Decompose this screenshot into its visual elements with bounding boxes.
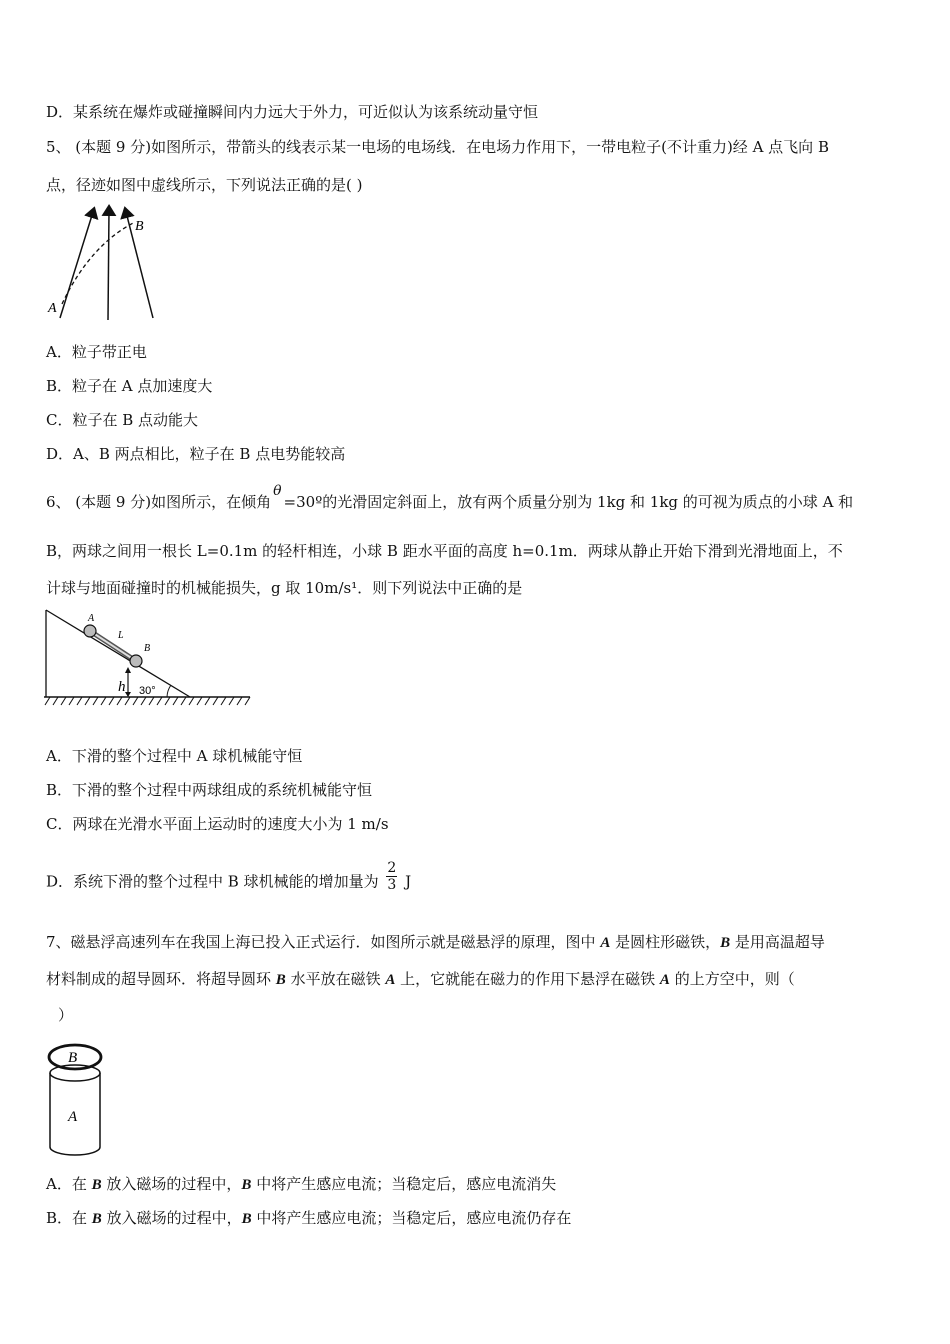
q6-option-a: A．下滑的整个过程中 A 球机械能守恒 (46, 747, 303, 765)
ring-label-b: B (68, 1050, 78, 1066)
ball-b (130, 655, 142, 667)
fraction (386, 860, 397, 893)
q7-line2-text: 的上方空中，则（ (669, 970, 795, 988)
q7-line2-var: B (275, 972, 286, 988)
q7-line2-var: A (659, 972, 670, 988)
q7-option-a-text: 中将产生感应电流；当稳定后，感应电流消失 (251, 1175, 557, 1193)
q6-stem-line1-post: =30º的光滑固定斜面上，放有两个质量分别为 1kg 和 1kg 的可视为质点的小球 A 和 (283, 493, 854, 511)
q7-line2-text: 水平放在磁铁 (285, 970, 386, 988)
q7-option-b-text: 中将产生感应电流；当稳定后，感应电流仍存在 (251, 1209, 572, 1227)
q7-option-b-var: B (241, 1211, 252, 1227)
q5-stem-line1: 5、 (本题 9 分)如图所示，带箭头的线表示某一电场的电场线．在电场力作用下，一带电粒子(不计重力)经 A 点飞向 B (46, 138, 829, 156)
q6-option-b: B．下滑的整个过程中两球组成的系统机械能守恒 (46, 781, 373, 799)
q7-stem-line2 (46, 969, 795, 990)
q5-option-c: C．粒子在 B 点动能大 (46, 411, 199, 429)
field-line-left (60, 212, 93, 318)
label-angle: 30° (139, 685, 156, 697)
q6-stem-line2: B，两球之间用一根长 L=0.1m 的轻杆相连，小球 B 距水平面的高度 h=0.1m．两球从静止开始下滑到光滑地面上，不 (46, 542, 843, 560)
q6-stem-line1 (46, 483, 854, 513)
magnet-top (50, 1065, 100, 1081)
q6-option-d-unit: J (405, 872, 412, 891)
q7-option-a (46, 1174, 556, 1195)
q7-option-a-var: B (91, 1177, 102, 1193)
q6-stem-line3: 计球与地面碰撞时的机械能损失，g 取 10m/s¹．则下列说法中正确的是 (46, 579, 523, 597)
q5-option-a: A．粒子带正电 (46, 343, 147, 361)
label-l: L (118, 630, 124, 641)
fraction-denominator: 3 (387, 877, 397, 893)
magnet-label-a: A (68, 1109, 78, 1125)
q5-stem-line2: 点，径迹如图中虚线所示，下列说法正确的是( ) (46, 176, 363, 194)
q7-option-a-var: B (241, 1177, 252, 1193)
incline-diagram (40, 605, 255, 715)
q7-line1-var: B (720, 935, 731, 951)
q5-option-d: D．A、B 两点相比，粒子在 B 点电势能较高 (46, 445, 346, 463)
q6-option-d-text: D．系统下滑的整个过程中 B 球机械能的增加量为 (46, 872, 379, 891)
label-h: h (118, 679, 126, 695)
q7-line1-text: 7、磁悬浮高速列车在我国上海已投入正式运行．如图所示就是磁悬浮的原理，图中 (46, 933, 601, 951)
label-a: A (88, 613, 95, 624)
q7-line2-text: 材料制成的超导圆环．将超导圆环 (46, 970, 276, 988)
theta-symbol: θ (273, 483, 282, 499)
q7-option-a-text: 放入磁场的过程中， (101, 1175, 242, 1193)
q7-line2-text: 上，它就能在磁力的作用下悬浮在磁铁 (395, 970, 660, 988)
label-b: B (144, 643, 151, 654)
q6-stem-line1-pre: 6、 (本题 9 分)如图所示，在倾角 (46, 493, 272, 511)
particle-trajectory (62, 222, 135, 304)
maglev-diagram (42, 1035, 112, 1160)
ball-a (84, 625, 96, 637)
q7-line1-text: 是圆柱形磁铁， (610, 933, 721, 951)
q7-line1-text: 是用高温超导 (730, 933, 825, 951)
q7-stem-line3: ） (58, 1006, 74, 1024)
fraction-numerator: 2 (387, 860, 397, 876)
electric-field-diagram (40, 200, 170, 325)
q7-stem-line1 (46, 932, 825, 953)
q7-option-b (46, 1208, 571, 1229)
point-a-label: A (48, 301, 57, 316)
q7-option-b-text: B．在 (46, 1209, 92, 1227)
point-b-label: B (135, 219, 144, 234)
q6-option-d (46, 860, 412, 899)
q7-option-b-var: B (91, 1211, 102, 1227)
field-line-middle (108, 210, 109, 320)
q7-option-a-text: A．在 (46, 1175, 92, 1193)
q7-line2-var: A (385, 972, 396, 988)
q6-option-c: C．两球在光滑水平面上运动时的速度大小为 1 m/s (46, 815, 389, 833)
q7-line1-var: A (600, 935, 611, 951)
q7-option-b-text: 放入磁场的过程中， (101, 1209, 242, 1227)
q4-option-d: D．某系统在爆炸或碰撞瞬间内力远大于外力，可近似认为该系统动量守恒 (46, 103, 539, 121)
q5-option-b: B．粒子在 A 点加速度大 (46, 377, 213, 395)
